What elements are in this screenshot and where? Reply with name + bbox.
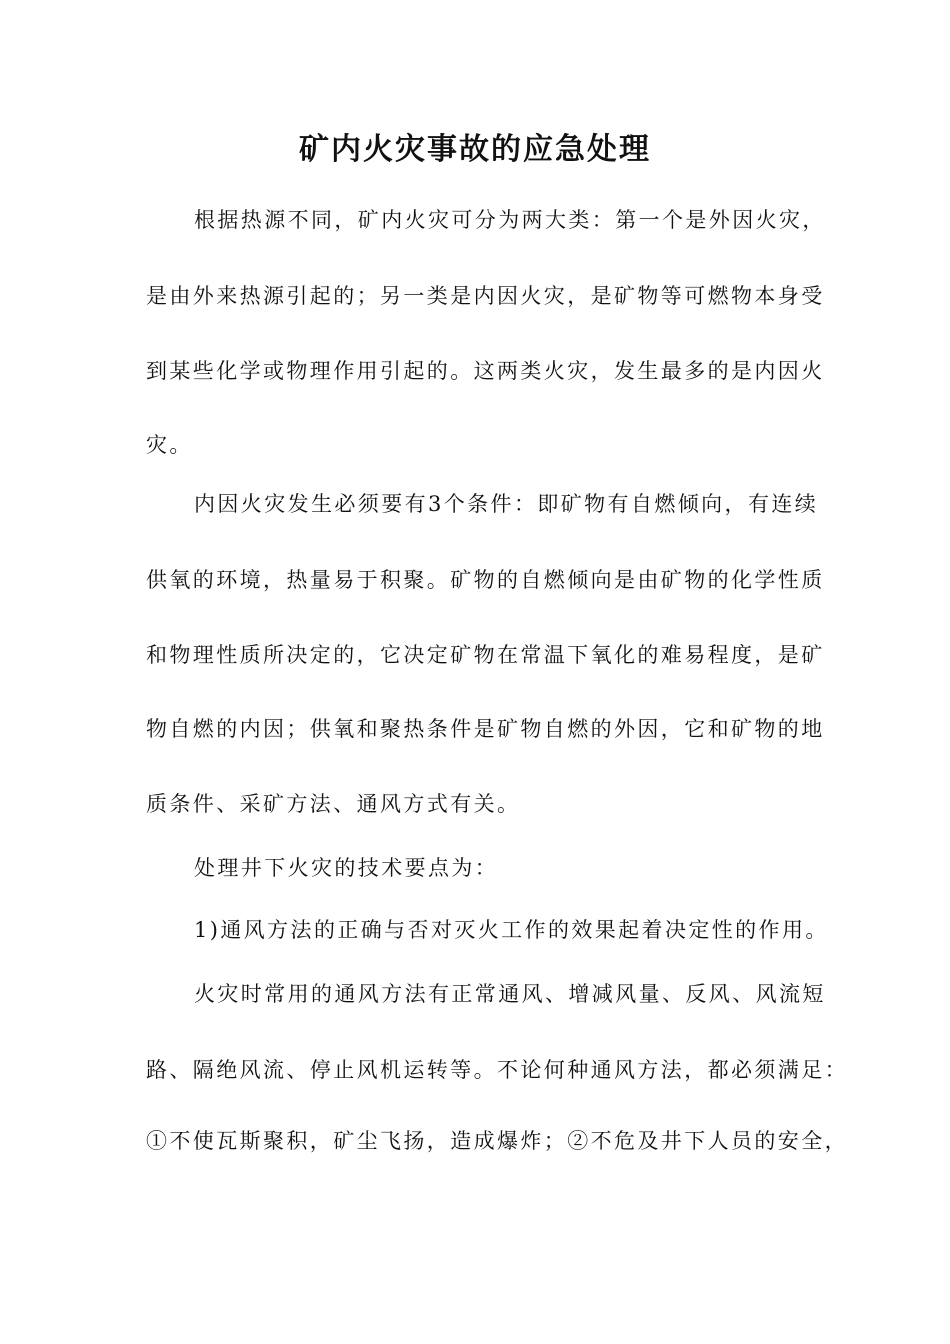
text-line: 1)通风方法的正确与否对灭火工作的效果起着决定性的作用。 [194,918,829,942]
text-line: 到某些化学或物理作用引起的。这两类火灾，发生最多的是内因火 [146,359,825,383]
text-line: 物自燃的内因；供氧和聚热条件是矿物自燃的外因，它和矿物的地 [146,717,825,741]
text-line: 处理井下火灾的技术要点为： [194,856,499,880]
text-line: 和物理性质所决定的，它决定矿物在常温下氧化的难易程度，是矿 [146,643,825,667]
text-line: 路、隔绝风流、停止风机运转等。不论何种通风方法，都必须满足： [146,1058,848,1082]
document-title: 矿内火灾事故的应急处理 [299,132,651,167]
text-line: 供氧的环境，热量易于积聚。矿物的自燃倾向是由矿物的化学性质 [146,568,825,592]
text-line: 火灾时常用的通风方法有正常通风、增减风量、反风、风流短 [194,982,826,1006]
text-line: 是由外来热源引起的；另一类是内因火灾，是矿物等可燃物本身受 [146,284,825,308]
text-line: 灾。 [146,433,193,457]
text-line: 根据热源不同，矿内火灾可分为两大类：第一个是外因火灾， [194,208,826,232]
text-line: 内因火灾发生必须要有3个条件：即矿物有自燃倾向，有连续 [194,492,819,516]
text-line: 质条件、采矿方法、通风方式有关。 [146,792,521,816]
text-line: ①不使瓦斯聚积，矿尘飞扬，造成爆炸；②不危及井下人员的安全， [146,1129,848,1153]
